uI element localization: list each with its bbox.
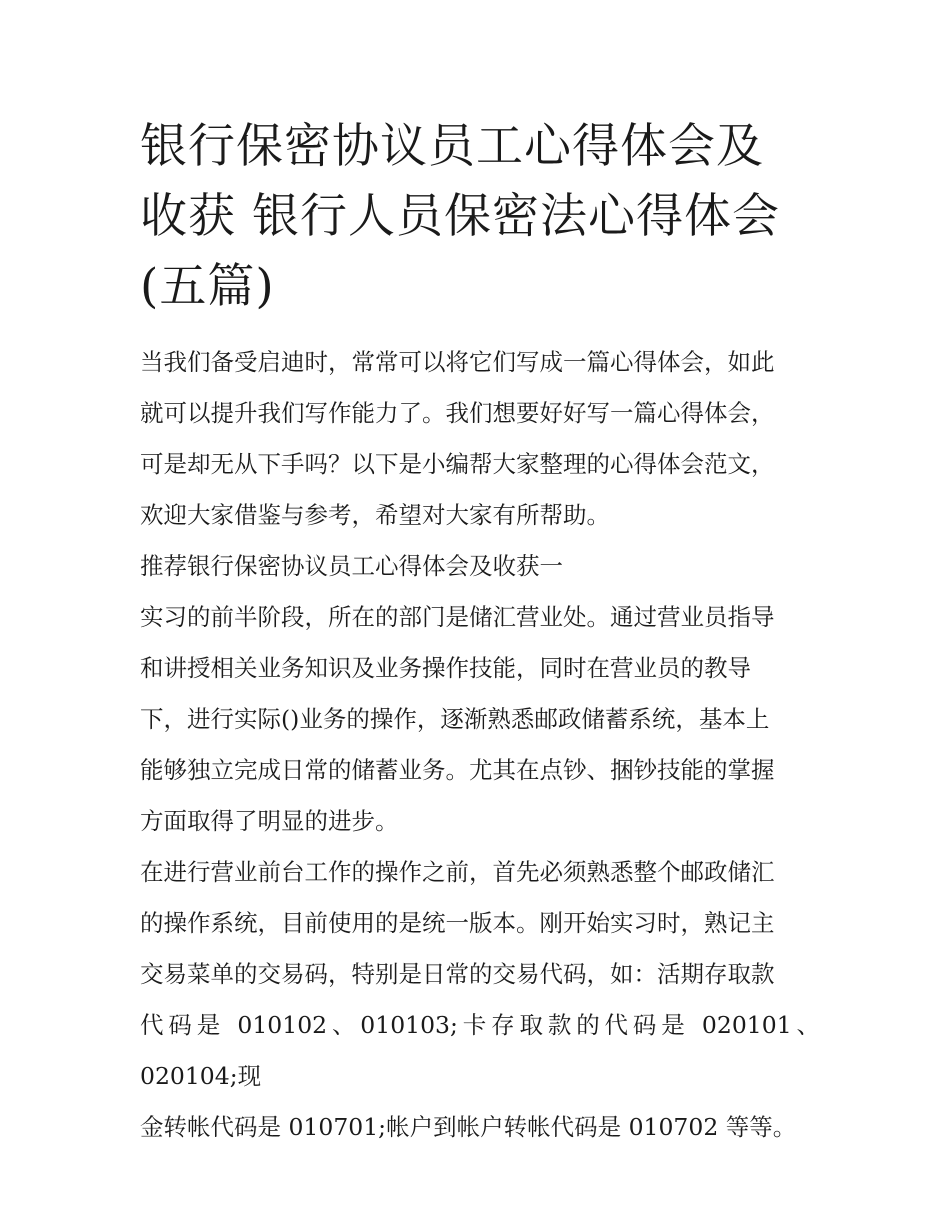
- text-line: 的操作系统，目前使用的是统一版本。刚开始实习时，熟记主: [140, 909, 775, 937]
- text-line: 金转帐代码是 010701;帐户到帐户转帐代码是 010702 等等。: [140, 1113, 797, 1141]
- title-line: 银行保密协议员工心得体会及: [140, 119, 764, 174]
- text-line: 可是却无从下手吗？以下是小编帮大家整理的心得体会范文，: [140, 450, 775, 478]
- text-line: 能够独立完成日常的储蓄业务。尤其在点钞、捆钞技能的掌握: [140, 756, 775, 784]
- text-line: 和讲授相关业务知识及业务操作技能，同时在营业员的教导: [140, 654, 751, 682]
- text-line: 下，进行实际()业务的操作，逐渐熟悉邮政储蓄系统，基本上: [140, 705, 770, 733]
- document-page: [140, 112, 820, 1153]
- text-line: 代码是 010102、010103;卡存取款的代码是 020101、020104;现: [140, 1011, 820, 1090]
- text-line: 欢迎大家借鉴与参考，希望对大家有所帮助。: [140, 501, 610, 529]
- text-line: 在进行营业前台工作的操作之前，首先必须熟悉整个邮政储汇: [140, 858, 775, 886]
- text-line: 交易菜单的交易码，特别是日常的交易代码，如：活期存取款: [140, 960, 775, 988]
- document-title: [140, 112, 820, 322]
- document-body: [140, 337, 820, 1153]
- section-heading: [140, 541, 820, 592]
- text-line: 就可以提升我们写作能力了。我们想要好好写一篇心得体会，: [140, 399, 775, 427]
- title-line: (五篇): [140, 259, 275, 314]
- title-line: 收获 银行人员保密法心得体会: [140, 189, 780, 244]
- text-line: 当我们备受启迪时，常常可以将它们写成一篇心得体会，如此: [140, 348, 775, 376]
- text-line: 实习的前半阶段，所在的部门是储汇营业处。通过营业员指导: [140, 603, 775, 631]
- text-line: 方面取得了明显的进步。: [140, 807, 399, 835]
- text-line: 推荐银行保密协议员工心得体会及收获一: [140, 552, 563, 580]
- intro-paragraph: [140, 337, 820, 541]
- body-paragraph: [140, 847, 820, 1153]
- body-paragraph: [140, 592, 820, 847]
